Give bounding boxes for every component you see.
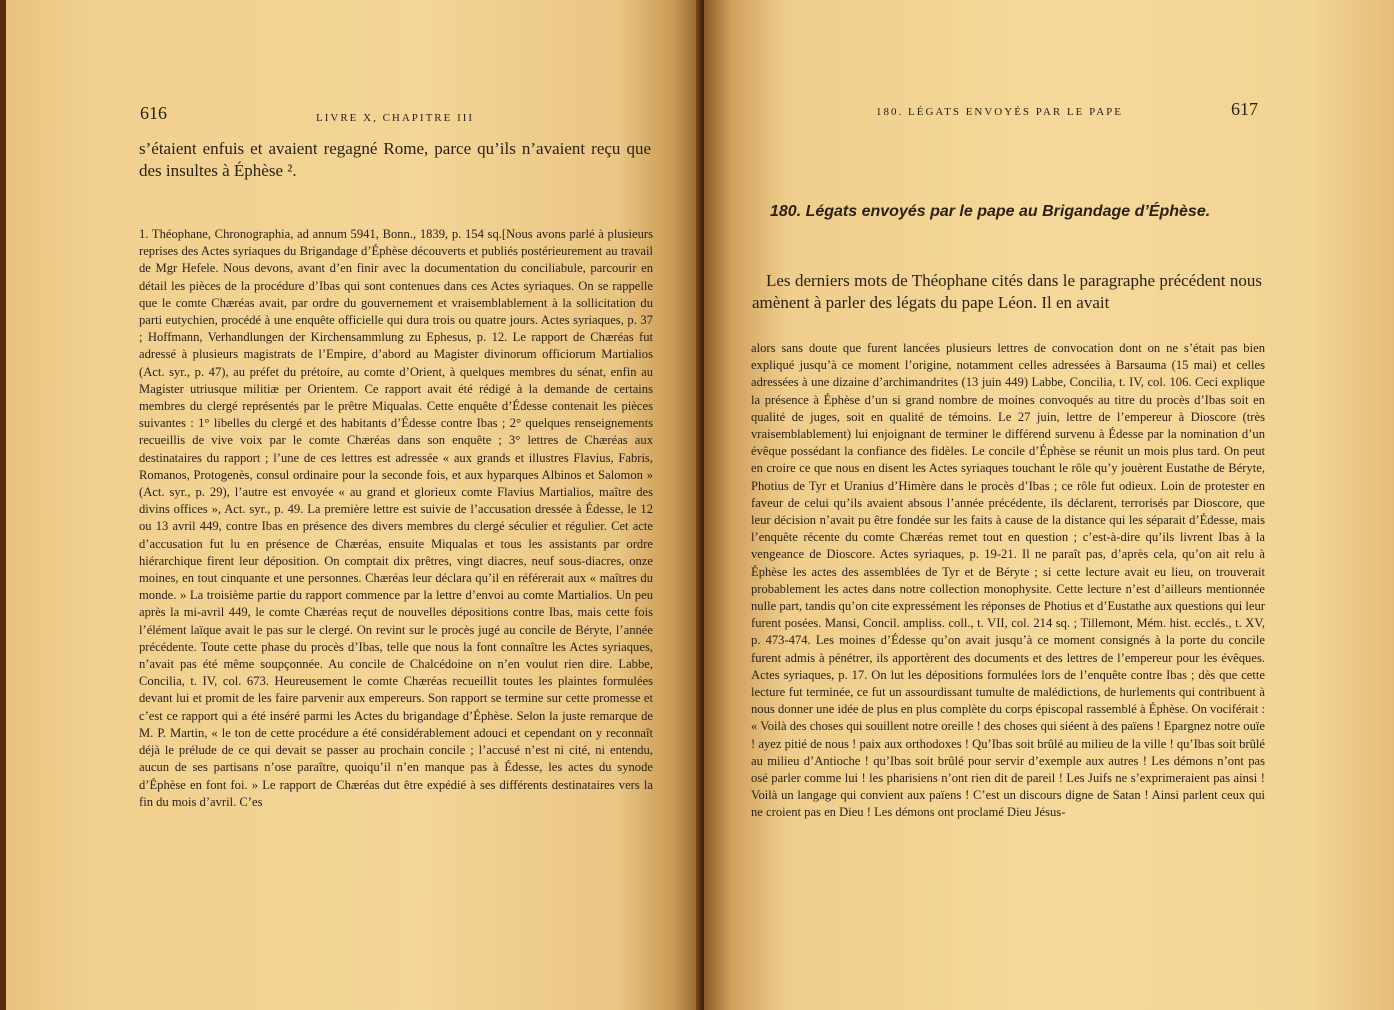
footnote <box>751 340 1265 822</box>
body-text <box>139 138 651 182</box>
body-text <box>752 270 1262 314</box>
right-page <box>704 0 1394 1010</box>
footnote-text: 1. Théophane, Chronographia, ad annum 5941, Bonn., 1839, p. 154 sq.[Nous avons parlé à plusieurs reprises des Actes syriaques du Brigandage d’Éphèse découverts et publiés postérieurement au travail de Mgr Hefele. Nous devons, avant d’en finir avec la documentation du conciliabule, parcourir en détail les pièces de la procédure d’Ibas qui sont contenues dans ces Actes syriaques. On se rappelle que le comte Chæréas avait, par ordre du gouvernement et vraisemblablement à la sollicitation du parti eutychien, procédé à une enquête officielle qui dura trois ou quatre jours. Actes syriaques, p. 37 ; Hoffmann, Verhandlungen der Kirchensammlung zu Ephesus, p. 12. Le rapport de Chæréas fut adressé à plusieurs magistrats de l’Empire, d’abord au Magister divinorum officiorum Martialios (Act. syr., p. 47), au préfet du prétoire, au comte d’Orient, à quelques membres du sénat, enfin au Magister utriusque militiæ per Orientem. Ce rapport avait été rédigé à la demande de certains membres du clergé représentés par le prêtre Miqualas. Cette enquête d’Édesse contenait les pièces suivantes : 1° libelles du clergé et des habitants d’Édesse contre Ibas ; 2° quelques renseignements recueillis de vive voix par le comte Chæréas dans son enquête ; 3° lettres de Chæréas aux destinataires du rapport ; l’une de ces lettres est adressée « aux grands et illustres Flavius, Fabris, Romanos, Protogenès, consul ordinaire pour la seconde fois, et aux hyparques Albinos et Salomon » (Act. syr., p. 29), l’autre est envoyée « au grand et glorieux comte Flavius Martialios, maître des divins offices », Act. syr., p. 49. La première lettre est suivie de l’accusation dressée à Édesse, le 12 ou 13 avril 449, contre Ibas en présence des divers membres du clergé séculier et régulier. Cet acte d’accusation fut lu en présence de Chæréas, ensuite Miqualas et tous les assistants par ordre hiérarchique firent leur déposition. On comptait dix prêtres, vingt diacres, neuf sous-diacres, onze moines, en tout cinquante et une personnes. Chæréas leur déclara qu’il en référerait aux « maîtres du monde. » La troisième partie du rapport commence par la lettre d’envoi au comte Martialios. Un peu après la mi-avril 449, le comte Chæréas reçut de nouvelles dépositions contre Ibas, mais cette fois l’élément laïque avait le pas sur le clergé. On revint sur le procès jugé au concile de Béryte, l’année précédente. Toute cette phase du procès d’Ibas, telle que nous la font connaître les Actes syriaques, n’avait pas été même soupçonnée. Au concile de Chalcédoine on n’en voulut rien dire. Labbe, Concilia, t. IV, col. 673. Heureusement le comte Chæréas recueillit toutes les plaintes formulées devant lui et promit de les faire parvenir aux empereurs. Son rapport se termine sur cette promesse et c’est ce rapport qui a été inséré parmi les Actes du brigandage d’Éphèse. Selon la juste remarque de M. P. Martin, « le ton de cette procédure a été considérablement adouci et cependant on y reconnaît déjà le prélude de ce qui devait se passer au prochain concile ; l’accusé n’est ni cité, ni entendu, aucun de ses partisans n’ose paraître, quoiqu’il n’en manque pas à Édesse, les actes du synode d’Éphèse en font foi. » Le rapport de Chæréas dut être expédié à ses différents destinataires vers la fin du mois d’avril. C’es <box>139 227 653 809</box>
running-head: LIVRE X, CHAPITRE III <box>316 112 475 124</box>
page-number: 617 <box>1231 99 1258 119</box>
footnote <box>139 226 653 811</box>
page-number: 616 <box>140 103 167 123</box>
footnote-text: alors sans doute que furent lancées plusieurs lettres de convocation dont on ne s’était pas bien expliqué jusqu’à ce moment l’origine, notamment celles adressées à Barsauma (15 mai) et celles adressées à une dizaine d’archimandrites (13 juin 449) Labbe, Concilia, t. IV, col. 106. Ceci explique la présence à Éphèse d’un si grand nombre de moines convoqués au titre du procès d’Ibas soit en qualité de juges, soit en qualité de témoins. Le 27 juin, lettre de l’empereur à Dioscore (très vraisemblablement) lui enjoignant de terminer le différend survenu à Édesse par la nomination d’un évêque possédant la confiance des fidèles. Le concile d’Éphèse se réunit un mois plus tard. On peut en croire ce que nous en disent les Actes syriaques touchant le rôle qu’y jouèrent Eustathe de Béryte, Photius de Tyr et Uranius d’Himère dans le procès d’Ibas ; ce rôle fut odieux. Loin de protester en faveur de celui qu’ils avaient absous l’année précédente, ils déclarent, terrorisés par Dioscore, que leur décision n’avait pu être fondée sur les faits à cause de la distance qui les séparait d’Édesse, mais l’enquête récente du comte Chæréas remet tout en question ; c’est-à-dire qu’ils livrent Ibas à la vengeance de Dioscore. Actes syriaques, p. 19-21. Il ne paraît pas, d’après cela, qu’on ait relu à Éphèse les actes des assemblées de Tyr et de Béryte ; si cette lecture avait eu lieu, on trouverait probablement les actes dans notre collection monophysite. Cette lecture n’est d’ailleurs mentionnée nulle part, tandis qu’on cite expressément les réponses de Photius et d’Eustathe aux questions qui leur furent posées. Mansi, Concil. ampliss. coll., t. VII, col. 214 sq. ; Tillemont, Mém. hist. ecclés., t. XV, p. 473-474. Les moines d’Édesse qu’on avait jusqu’à ce moment consignés à la porte du concile furent admis à pénétrer, ils apportèrent des documents et des lettres de l’empereur pour les évêques. Actes syriaques, p. 17. On lut les dépositions formulées lors de l’enquête contre Ibas ; dès que cette lecture fut terminée, ce fut un assourdissant tumulte de malédictions, de hurlements qui contribuent à nous donner une idée de plus en plus complète du corps épiscopal rassemblé à Éphèse. On vociférait : « Voilà des choses qui souillent notre oreille ! des choses qui siéent à des païens ! Epargnez notre ouïe ! ayez pitié de nous ! paix aux orthodoxes ! Qu’Ibas soit brûlé au milieu de la ville ! qu’Ibas soit brûlé au milieu d’Antioche ! qu’Ibas soit brûlé pour servir d’exemple aux autres ! Les démons n’ont pas osé parler comme lui ! les pharisiens n’ont rien dit de pareil ! Les Juifs ne s’exprimeraient pas ainsi ! Voilà un langage qui convient aux païens ! C’est un discours digne de Satan ! Ainsi parlent ceux qui ne croient pas en Dieu ! Les démons ont proclamé Dieu Jésus- <box>751 341 1265 820</box>
body-paragraph: s’étaient enfuis et avaient regagné Rome, parce qu’ils n’avaient reçu que des insultes à Éphèse ². <box>139 139 651 180</box>
left-page <box>6 0 702 1010</box>
body-paragraph: Les derniers mots de Théophane cités dans le paragraphe précédent nous amènent à parler des légats du pape Léon. Il en avait <box>752 271 1262 312</box>
running-head: 180. LÉGATS ENVOYÉS PAR LE PAPE <box>876 106 1123 118</box>
section-title: 180. Légats envoyés par le pape au Brigandage d’Éphèse. <box>770 203 1211 220</box>
